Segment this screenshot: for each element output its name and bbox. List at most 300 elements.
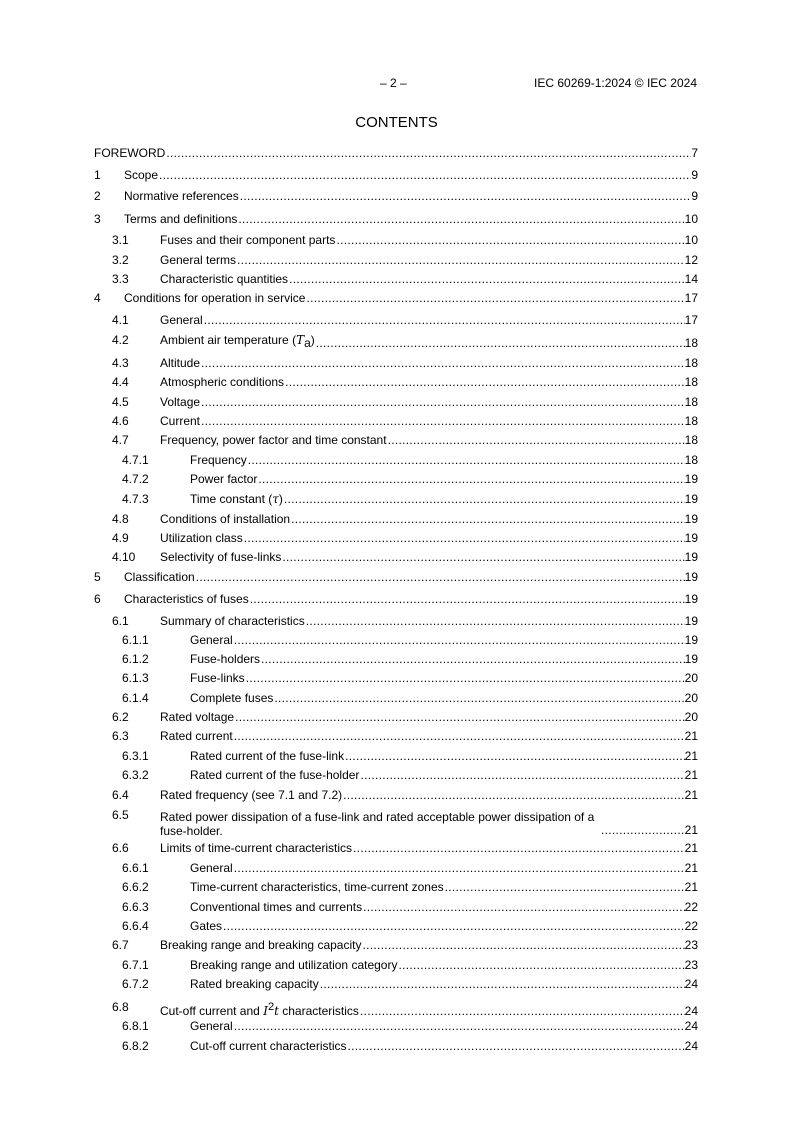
toc-title (190, 880, 444, 895)
leader-dots (250, 592, 685, 607)
toc-title (160, 272, 288, 287)
toc-number: 4.5 (112, 395, 129, 409)
toc-number: 6.1 (112, 614, 129, 628)
toc-title (190, 749, 344, 764)
toc-number: 6.6.4 (122, 919, 149, 933)
toc-page-number: 19 (684, 633, 698, 647)
toc-entry[interactable] (190, 880, 698, 895)
leader-dots (353, 841, 685, 856)
standard-reference: IEC 60269-1:2024 © IEC 2024 (534, 76, 697, 90)
toc-entry[interactable] (160, 395, 698, 410)
toc-number: 3.2 (112, 253, 129, 267)
toc-row[interactable] (94, 453, 698, 468)
toc-entry[interactable] (160, 253, 698, 268)
toc-entry[interactable] (160, 729, 698, 744)
toc-entry[interactable] (190, 492, 698, 507)
toc-title-text: Utilization class (160, 531, 243, 545)
toc-title (190, 1019, 233, 1034)
leader-dots (345, 749, 685, 764)
toc-number: 6.3.2 (122, 768, 149, 782)
toc-entry[interactable] (190, 1019, 698, 1034)
toc-title-text: General (190, 1019, 233, 1033)
toc-title (160, 710, 234, 725)
toc-title-text: Voltage (160, 395, 201, 409)
toc-page-number: 21 (684, 729, 698, 743)
toc-row[interactable] (94, 710, 698, 725)
toc-title (160, 938, 361, 953)
leader-dots (201, 395, 685, 410)
toc-title-text: Normative references (124, 189, 239, 203)
toc-row[interactable] (94, 146, 698, 161)
toc-row[interactable] (94, 861, 698, 876)
toc-number: 6.2 (112, 710, 129, 724)
toc-row[interactable] (94, 550, 698, 565)
toc-title-text: Rated current of the fuse-link (190, 749, 345, 763)
toc-entry[interactable] (124, 570, 698, 585)
toc-title (160, 512, 290, 527)
leader-dots (196, 570, 685, 585)
toc-title (160, 614, 305, 629)
toc-page-number: 19 (684, 592, 698, 606)
toc-number: 4.9 (112, 531, 129, 545)
toc-number: 4 (94, 291, 101, 305)
toc-row[interactable] (94, 614, 698, 629)
toc-entry[interactable] (190, 472, 698, 487)
toc-number: 4.7.1 (122, 453, 149, 467)
toc-number: 6.4 (112, 788, 129, 802)
toc-title (190, 691, 273, 706)
math-symbol (260, 1001, 359, 1018)
toc-entry[interactable] (160, 614, 698, 629)
toc-number: 6.5 (112, 808, 129, 822)
symbol-base: I (263, 1004, 268, 1018)
toc-row[interactable] (94, 189, 698, 204)
toc-number: 6.1.3 (122, 671, 149, 685)
toc-row[interactable] (94, 212, 698, 227)
toc-page-number: 21 (684, 861, 698, 875)
toc-title-text: Conventional times and currents (190, 900, 363, 914)
toc-title-text: Breaking range and breaking capacity (160, 938, 362, 952)
leader-dots (261, 652, 685, 667)
toc-row[interactable] (94, 233, 698, 248)
toc-title-text: Fuses and their component parts (160, 233, 336, 247)
toc-entry[interactable] (190, 671, 698, 686)
toc-title (190, 453, 247, 468)
toc-row[interactable] (94, 472, 698, 487)
toc-title (160, 810, 600, 838)
toc-row[interactable] (94, 691, 698, 706)
toc-title (190, 1039, 347, 1054)
toc-entry[interactable] (160, 356, 698, 371)
toc-title (190, 633, 233, 648)
toc-title-text: General (190, 633, 233, 647)
toc-title (190, 671, 245, 686)
toc-number: 4.8 (112, 512, 129, 526)
toc-number: 3.1 (112, 233, 129, 247)
toc-page-number: 21 (684, 749, 698, 763)
toc-title-text: Rated power dissipation of a fuse-link and rated acceptable power dissipation of a fuse-holder. (160, 810, 595, 838)
toc-title-text: Rated current (160, 729, 233, 743)
toc-entry[interactable] (190, 691, 698, 706)
toc-entry[interactable] (160, 938, 698, 953)
leader-dots (445, 880, 685, 895)
toc-page-number: 17 (684, 313, 698, 327)
toc-title (160, 531, 243, 546)
toc-row[interactable] (94, 272, 698, 287)
toc-page-number: 20 (684, 671, 698, 685)
toc-page-number: 21 (684, 841, 698, 855)
toc-title-text: Atmospheric conditions (160, 375, 285, 389)
toc-entry[interactable] (190, 861, 698, 876)
toc-row[interactable] (94, 570, 698, 585)
leader-dots (360, 768, 684, 783)
leader-dots (204, 313, 685, 328)
toc-page-number: 9 (691, 189, 698, 203)
toc-page-number: 19 (684, 570, 698, 584)
toc-entry[interactable] (160, 808, 698, 838)
toc-row[interactable] (94, 749, 698, 764)
toc-number: 3 (94, 212, 101, 226)
toc-page-number: 18 (684, 395, 698, 409)
toc-number: 6.3.1 (122, 749, 149, 763)
page-title: CONTENTS (355, 114, 438, 131)
toc-title-text: Fuse-holders (190, 652, 261, 666)
leader-dots (201, 414, 685, 429)
toc-number: 6.6.2 (122, 880, 149, 894)
leader-dots (348, 1039, 685, 1054)
leader-dots (320, 977, 685, 992)
toc-row[interactable] (94, 841, 698, 856)
leader-dots (306, 614, 685, 629)
toc-page-number: 21 (684, 768, 698, 782)
toc-title (124, 189, 239, 204)
toc-row[interactable] (94, 333, 698, 348)
toc-title-text: General (160, 313, 203, 327)
toc-title-text: Summary of characteristics (160, 614, 305, 628)
toc-title-text: Fuse-links (190, 671, 245, 685)
toc-entry[interactable] (190, 652, 698, 667)
toc-entry[interactable] (190, 633, 698, 648)
toc-number: 4.2 (112, 333, 129, 347)
leader-dots (285, 375, 685, 390)
toc-row[interactable] (94, 433, 698, 448)
toc-entry[interactable] (94, 146, 698, 161)
toc-number: 6.8.2 (122, 1039, 149, 1053)
toc-row[interactable] (94, 880, 698, 895)
toc-title-text: Frequency (190, 453, 247, 467)
toc-title-text: Rated current of the fuse-holder (190, 768, 360, 782)
toc-entry[interactable] (190, 977, 698, 992)
leader-dots (201, 356, 685, 371)
leader-dots (159, 168, 691, 183)
toc-title (124, 570, 195, 585)
toc-entry[interactable] (190, 919, 698, 934)
leader-dots (398, 958, 684, 973)
toc-entry[interactable] (160, 788, 698, 803)
leader-dots (244, 531, 685, 546)
toc-title-text: Classification (124, 570, 195, 584)
toc-page-number: 10 (684, 212, 698, 226)
toc-number: 5 (94, 570, 101, 584)
toc-number: 4.4 (112, 375, 129, 389)
toc-title (190, 900, 362, 915)
toc-page-number: 19 (684, 531, 698, 545)
toc-entry[interactable] (160, 433, 698, 448)
toc-number: 4.7.3 (122, 492, 149, 506)
toc-page-number: 21 (684, 880, 698, 894)
toc-title-text: Conditions of installation (160, 512, 291, 526)
toc-number: 3.3 (112, 272, 129, 286)
toc-page-number: 18 (684, 356, 698, 370)
toc-row[interactable] (94, 592, 698, 607)
toc-number: 6.6.1 (122, 861, 149, 875)
leader-dots (240, 189, 692, 204)
toc-row[interactable] (94, 168, 698, 183)
toc-number: 4.6 (112, 414, 129, 428)
toc-page-number: 19 (684, 614, 698, 628)
toc-title-text: Rated breaking capacity (190, 977, 319, 991)
toc-entry[interactable] (124, 189, 698, 204)
leader-dots (274, 691, 684, 706)
toc-title-text: Scope (124, 168, 159, 182)
toc-row[interactable] (94, 512, 698, 527)
leader-dots (248, 453, 685, 468)
symbol-base: τ (272, 492, 279, 506)
leader-dots (362, 938, 684, 953)
leader-dots (234, 1019, 685, 1034)
math-symbol: (τ) (264, 492, 283, 506)
symbol-subscript: a (304, 336, 311, 350)
toc-title (124, 592, 249, 607)
toc-row[interactable] (94, 1000, 698, 1018)
toc-entry[interactable] (190, 900, 698, 915)
toc-number: 4.10 (112, 550, 136, 564)
toc-title-text: General (190, 861, 233, 875)
toc-entry[interactable] (190, 768, 698, 783)
toc-page-number: 9 (691, 168, 698, 182)
toc-row[interactable] (94, 492, 698, 507)
toc-row[interactable] (94, 958, 698, 973)
toc-entry[interactable] (160, 531, 698, 546)
toc-number: 6.7 (112, 938, 129, 952)
toc-page-number: 18 (684, 336, 698, 350)
toc-number: 6.6.3 (122, 900, 149, 914)
toc-title (190, 919, 222, 934)
toc-number: 6.1.1 (122, 633, 149, 647)
toc-title (190, 861, 233, 876)
toc-entry[interactable] (160, 272, 698, 287)
toc-title-after: characteristics (282, 1004, 359, 1018)
toc-number: 6.6 (112, 841, 129, 855)
toc-entry[interactable] (160, 333, 698, 351)
toc-title-text: Breaking range and utilization category (190, 958, 398, 972)
toc-title-text: Gates (190, 919, 223, 933)
symbol-base: T (296, 333, 305, 347)
toc-row[interactable] (94, 375, 698, 390)
toc-entry[interactable] (190, 1039, 698, 1054)
leader-dots (223, 919, 685, 934)
toc-row[interactable] (94, 808, 698, 838)
toc-number: 6.8.1 (122, 1019, 149, 1033)
toc-title-text: Time-current characteristics, time-current zones (190, 880, 444, 894)
toc-row[interactable] (94, 768, 698, 783)
toc-page-number: 17 (684, 291, 698, 305)
toc-title (190, 977, 319, 992)
toc-number: 6.8 (112, 1000, 129, 1014)
toc-entry[interactable] (160, 710, 698, 725)
toc-title (160, 414, 200, 429)
toc-page-number: 10 (684, 233, 698, 247)
toc-title (160, 253, 236, 268)
toc-page-number: 19 (684, 550, 698, 564)
toc-entry[interactable] (160, 313, 698, 328)
toc-title (160, 333, 315, 351)
toc-title (160, 356, 200, 371)
toc-page-number: 21 (684, 823, 698, 837)
toc-title-text: Cut-off current and (160, 1004, 260, 1018)
toc-row[interactable] (94, 652, 698, 667)
toc-title-text: Conditions for operation in service (124, 291, 306, 305)
toc-number: 6.1.4 (122, 691, 149, 705)
toc-entry[interactable] (160, 841, 698, 856)
toc-title (190, 492, 283, 507)
toc-title-text: FOREWORD (94, 146, 166, 160)
toc-title (124, 291, 305, 306)
toc-row[interactable] (94, 900, 698, 915)
leader-dots (258, 472, 684, 487)
toc-entry[interactable] (160, 375, 698, 390)
toc-number: 4.3 (112, 356, 129, 370)
toc-entry[interactable] (160, 233, 698, 248)
toc-title (160, 1000, 359, 1019)
toc-page-number: 18 (684, 375, 698, 389)
leader-dots (388, 433, 685, 448)
leader-dots (601, 823, 685, 838)
toc-row[interactable] (94, 253, 698, 268)
toc-row[interactable] (94, 788, 698, 803)
math-symbol: $(T_a)$ (288, 333, 315, 350)
toc-page-number: 22 (684, 900, 698, 914)
toc-page-number: 24 (684, 1019, 698, 1033)
toc-row[interactable] (94, 1019, 698, 1034)
toc-row[interactable] (94, 531, 698, 546)
symbol-superscript: 2 (267, 1001, 275, 1013)
toc-title-text: Complete fuses (190, 691, 274, 705)
toc-title (190, 958, 397, 973)
leader-dots (234, 633, 685, 648)
toc-entry[interactable] (160, 1000, 698, 1019)
toc-entry[interactable] (190, 749, 698, 764)
toc-page-number: 22 (684, 919, 698, 933)
toc-page-number: 20 (684, 710, 698, 724)
toc-page-number: 14 (684, 272, 698, 286)
toc-row[interactable] (94, 938, 698, 953)
toc-entry[interactable] (190, 958, 698, 973)
toc-row[interactable] (94, 671, 698, 686)
toc-title (160, 375, 284, 390)
toc-number: 6 (94, 592, 101, 606)
toc-title (160, 313, 203, 328)
toc-title-text: Power factor (190, 472, 258, 486)
toc-title (160, 729, 233, 744)
toc-row[interactable] (94, 977, 698, 992)
toc-title (160, 788, 342, 803)
toc-page-number: 19 (684, 492, 698, 506)
toc-row[interactable] (94, 313, 698, 328)
toc-title (160, 841, 352, 856)
leader-dots (237, 253, 685, 268)
toc-page-number: 18 (684, 433, 698, 447)
toc-title-text: Frequency, power factor and time constant (160, 433, 387, 447)
toc-title (190, 652, 260, 667)
toc-title-text: General terms (160, 253, 237, 267)
page-number: – 2 – (380, 76, 407, 90)
leader-dots (306, 291, 684, 306)
toc-page-number: 19 (684, 512, 698, 526)
toc-page-number: 19 (684, 652, 698, 666)
toc-number: 6.7.1 (122, 958, 149, 972)
leader-dots (291, 512, 685, 527)
toc-title-text: Rated voltage (160, 710, 235, 724)
leader-dots (166, 146, 691, 161)
leader-dots (336, 233, 684, 248)
toc-number: 4.1 (112, 313, 129, 327)
toc-title-text: Time constant (190, 492, 265, 506)
toc-entry[interactable] (160, 512, 698, 527)
toc-entry[interactable] (160, 414, 698, 429)
toc-entry[interactable] (124, 592, 698, 607)
toc-number: 4.7 (112, 433, 129, 447)
toc-row[interactable] (94, 1039, 698, 1054)
leader-dots (234, 861, 685, 876)
toc-row[interactable] (94, 356, 698, 371)
toc-row[interactable] (94, 414, 698, 429)
toc-number: 2 (94, 189, 101, 203)
toc-page-number: 24 (684, 1004, 698, 1018)
toc-number: 4.7.2 (122, 472, 149, 486)
toc-entry[interactable] (190, 453, 698, 468)
toc-row[interactable] (94, 395, 698, 410)
leader-dots (246, 671, 685, 686)
toc-page-number: 18 (684, 453, 698, 467)
toc-page-number: 23 (684, 958, 698, 972)
toc-row[interactable] (94, 291, 698, 306)
leader-dots (238, 212, 684, 227)
toc-page-number: 20 (684, 691, 698, 705)
toc-title (160, 433, 387, 448)
toc-number: 1 (94, 168, 101, 182)
toc-row[interactable] (94, 729, 698, 744)
toc-title-text: Rated frequency (see 7.1 and 7.2) (160, 788, 343, 802)
toc-entry[interactable] (160, 550, 698, 565)
leader-dots (360, 1004, 685, 1019)
leader-dots (282, 550, 684, 565)
toc-title-text: Ambient air temperature (160, 333, 289, 347)
toc-page-number: 24 (684, 977, 698, 991)
toc-title-text: Altitude (160, 356, 201, 370)
toc-entry[interactable] (124, 291, 698, 306)
toc-page-number: 7 (691, 146, 698, 160)
toc-title (160, 395, 200, 410)
toc-number: 6.3 (112, 729, 129, 743)
toc-row[interactable] (94, 633, 698, 648)
leader-dots (289, 272, 685, 287)
toc-title-text: Current (160, 414, 201, 428)
toc-title-text: Selectivity of fuse-links (160, 550, 282, 564)
toc-entry[interactable] (124, 212, 698, 227)
toc-entry[interactable] (124, 168, 698, 183)
toc-row[interactable] (94, 919, 698, 934)
